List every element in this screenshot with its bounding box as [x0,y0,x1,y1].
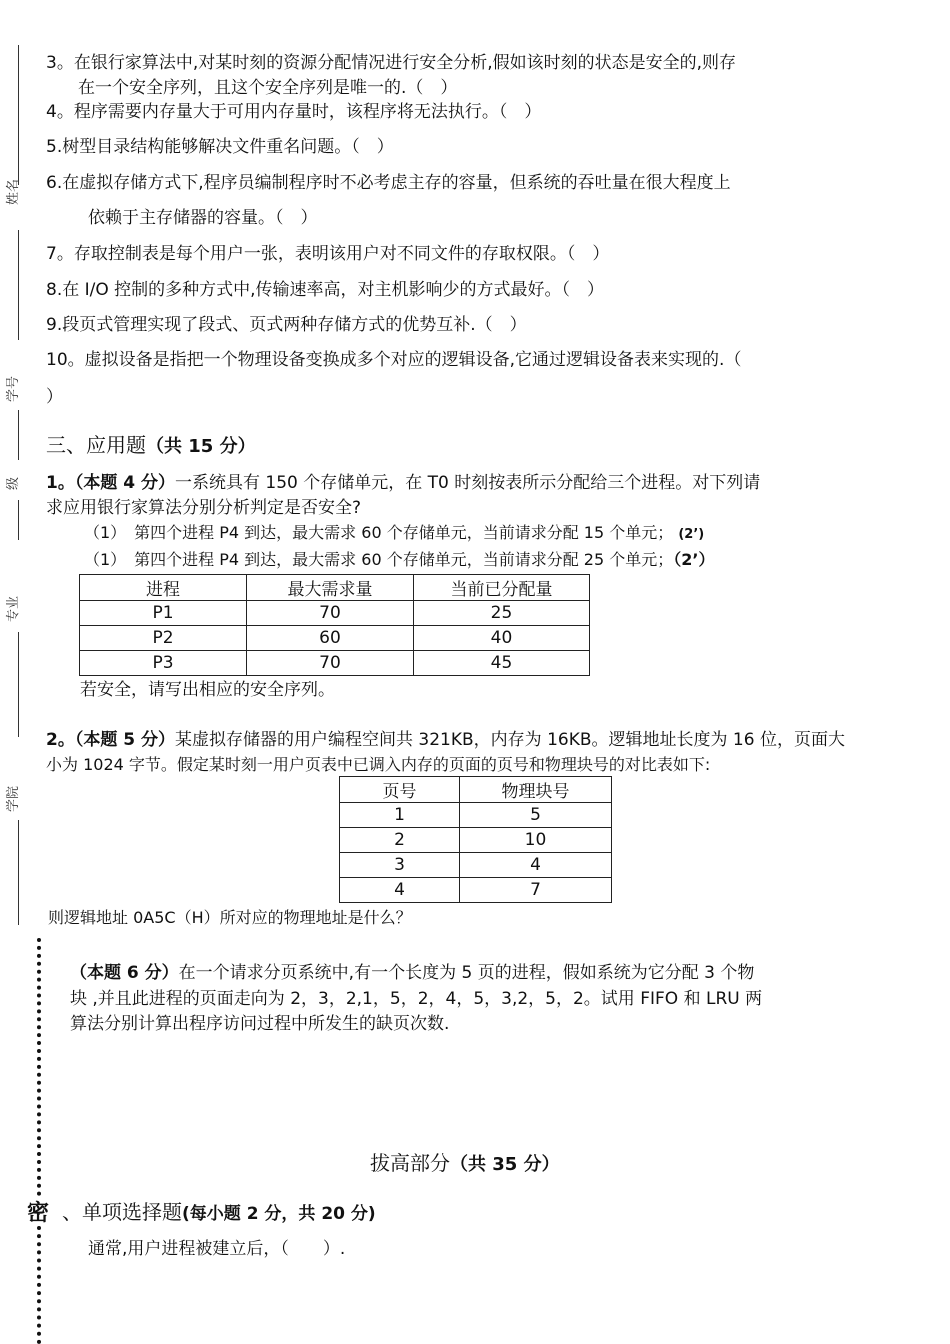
margin-label-name: 姓名 [6,178,21,205]
part2-title: 拔高部分 [370,1151,450,1175]
table-row [80,651,590,676]
seal-char: 密 [27,1201,50,1226]
q1-prefix: 1。（本题 4 分） [46,473,175,493]
table-header: 最大需求量 [247,575,414,601]
table-row [340,828,612,853]
mc-title: 、单项选择题 [62,1200,182,1224]
tf-item-5: 5.树型目录结构能够解决文件重名问题。（ ） [46,137,394,157]
table-cell: 3 [340,853,460,878]
q3-text [70,960,910,986]
q3-text-1: 在一个请求分页系统中,有一个长度为 5 页的进程，假如系统为它分配 3 个物 [178,963,755,983]
margin-label-college: 学院 [6,785,21,812]
margin-line [18,632,19,737]
table-row [340,878,612,903]
table-cell: 70 [247,651,414,676]
table-cell: 70 [247,601,414,626]
q1-sub-2-text: （1） 第四个进程 P4 到达，最大需求 60 个存储单元，当前请求分配 25 个单元； [84,550,674,569]
mc-heading [62,1196,376,1225]
table-row [340,853,612,878]
table-row [340,803,612,828]
margin-line [18,500,19,540]
q2-text-1: 某虚拟存储器的用户编程空间共 321KB，内存为 16KB。逻辑地址长度为 16 位，页面大 [175,730,845,750]
tf-item-8: 8.在 I/O 控制的多种方式中,传输速率高，对主机影响少的方式最好。（ ） [46,280,605,300]
table-cell: P1 [80,601,247,626]
q3-text-2: 块 ,并且此进程的页面走向为 2，3，2,1，5，2，4，5，3,2，5，2。试用 FIFO 和 LRU 两 [70,989,763,1009]
seal-dotted-line [37,938,45,1196]
mc-question-1: 通常,用户进程被建立后，（ ）. [88,1239,346,1259]
part2-score: （共 35 分） [450,1154,560,1175]
margin-label-major: 专业 [6,595,21,622]
margin-line [18,820,19,925]
q1-sub-1-text: （1） 第四个进程 P4 到达，最大需求 60 个存储单元，当前请求分配 15 个单元； [84,523,674,542]
table-header-row [340,777,612,803]
table-cell: 5 [460,803,612,828]
margin-line [18,410,19,460]
table-header: 当前已分配量 [414,575,590,601]
tf-item-7: 7。存取控制表是每个用户一张，表明该用户对不同文件的存取权限。（ ） [46,244,610,264]
table-row [80,626,590,651]
q1-text [46,470,910,496]
table-cell: 60 [247,626,414,651]
q2-prefix: 2。（本题 5 分） [46,730,175,750]
table-cell: 4 [460,853,612,878]
table-header: 物理块号 [460,777,612,803]
table-header: 进程 [80,575,247,601]
q3-text-3: 算法分别计算出程序访问过程中所发生的缺页次数. [70,1014,450,1034]
margin-label-id: 学号 [6,375,21,402]
tf-item-6: 6.在虚拟存储方式下,程序员编制程序时不必考虑主存的容量，但系统的吞吐量在很大程度上 [46,173,731,193]
tf-item-3-cont: 在一个安全序列，且这个安全序列是唯一的.（ ） [78,78,458,98]
tf-item-10-cont: ） [46,387,63,407]
tf-item-4: 4。程序需要内存量大于可用内存量时，该程序将无法执行。（ ） [46,102,542,122]
seal-dotted-line [37,1226,45,1344]
tf-item-3: 3。在银行家算法中,对某时刻的资源分配情况进行安全分析,假如该时刻的状态是安全的,则存 [46,53,737,73]
table-cell: 10 [460,828,612,853]
q1-after: 若安全，请写出相应的安全序列。 [80,680,335,700]
table-cell: 4 [340,878,460,903]
table-header-row [80,575,590,601]
margin-label-grade: 级 [6,476,21,490]
q1-sub-1 [84,520,910,548]
table-cell: 2 [340,828,460,853]
process-table [79,574,590,676]
q1-sub-2-score: （2’） [673,550,715,569]
table-row [80,601,590,626]
tf-item-9: 9.段页式管理实现了段式、页式两种存储方式的优势互补.（ ） [46,315,527,335]
q3-prefix: （本题 6 分） [70,963,179,983]
page-table [339,776,612,903]
table-cell: 25 [414,601,590,626]
margin-line [18,45,19,185]
margin-line [18,230,19,340]
section-heading [46,432,910,460]
tf-item-6-cont: 依赖于主存储器的容量。（ ） [88,208,318,228]
q2-text [46,727,910,753]
section-title: 三、应用题 [46,433,146,457]
q1-sub-1-score: (2’) [678,527,705,542]
q2-text-2: 小为 1024 字节。假定某时刻一用户页表中已调入内存的页面的页号和物理块号的对比表如下: [46,755,711,774]
table-cell: 45 [414,651,590,676]
tf-item-10: 10。虚拟设备是指把一个物理设备变换成多个对应的逻辑设备,它通过逻辑设备表来实现的.（ [46,350,742,370]
table-header: 页号 [340,777,460,803]
mc-score: (每小题 2 分，共 20 分) [182,1204,376,1224]
q2-after: 则逻辑地址 0A5C（H）所对应的物理地址是什么？ [48,908,412,927]
table-cell: 1 [340,803,460,828]
part2-heading [370,1147,560,1176]
q1-sub-2 [84,547,910,573]
table-cell: 40 [414,626,590,651]
q1-text-1: 一系统具有 150 个存储单元，在 T0 时刻按表所示分配给三个进程。对下列请 [175,473,761,493]
table-cell: 7 [460,878,612,903]
table-cell: P2 [80,626,247,651]
table-cell: P3 [80,651,247,676]
section-score: （共 15 分） [146,436,256,457]
q1-text-2: 求应用银行家算法分别分析判定是否安全? [46,498,362,518]
